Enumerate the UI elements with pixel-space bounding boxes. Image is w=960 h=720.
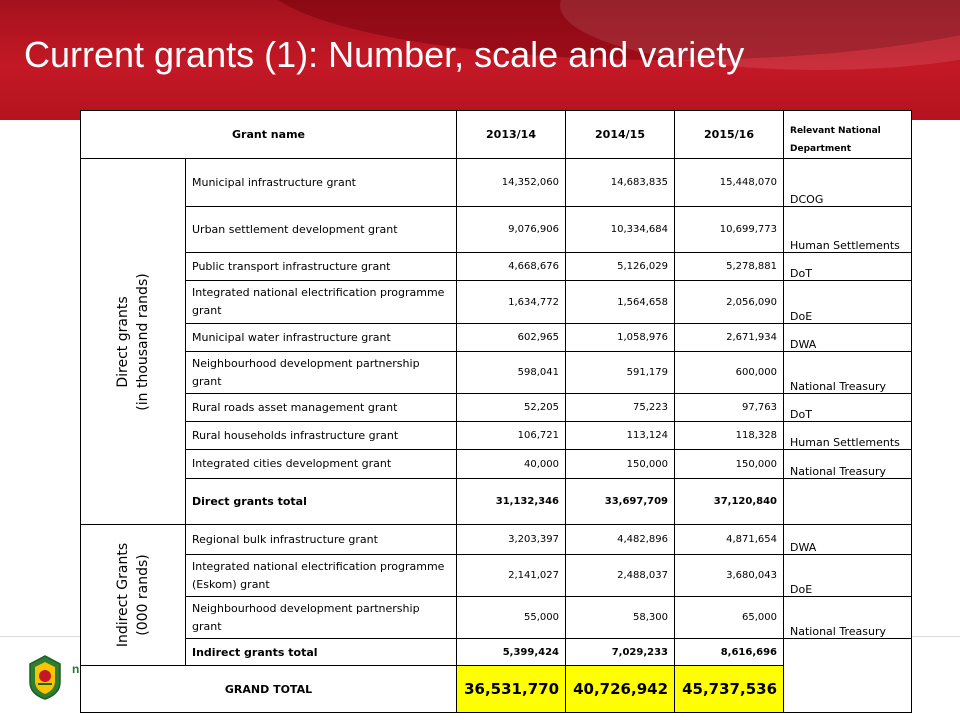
value-2014-15: 591,179 (566, 352, 675, 394)
department: DoE (784, 281, 912, 324)
value-2013-14: 598,041 (457, 352, 566, 394)
value-2013-14: 602,965 (457, 324, 566, 352)
table-header-row (81, 111, 912, 159)
department: Human Settlements (784, 207, 912, 253)
empty-cell (784, 479, 912, 525)
value-2015-16: 2,671,934 (675, 324, 784, 352)
value-2013-14: 9,076,906 (457, 207, 566, 253)
table-row (81, 159, 912, 207)
direct-total-2013-14: 31,132,346 (457, 479, 566, 525)
value-2014-15: 1,564,658 (566, 281, 675, 324)
grant-name: Urban settlement development grant (186, 207, 457, 253)
value-2015-16: 65,000 (675, 597, 784, 639)
value-2015-16: 97,763 (675, 394, 784, 422)
grand-total-label: GRAND TOTAL (81, 666, 457, 713)
value-2013-14: 55,000 (457, 597, 566, 639)
value-2013-14: 4,668,676 (457, 253, 566, 281)
table-row (81, 352, 912, 394)
direct-total-row (81, 479, 912, 525)
table-row (81, 207, 912, 253)
table-row (81, 253, 912, 281)
header-department: Relevant National Department (784, 111, 912, 159)
department: Human Settlements (784, 422, 912, 450)
grant-name: Neighbourhood development partnership grant (186, 597, 457, 639)
value-2013-14: 1,634,772 (457, 281, 566, 324)
grant-name: Municipal infrastructure grant (186, 159, 457, 207)
direct-total-label: Direct grants total (186, 479, 457, 525)
indirect-total-2014-15: 7,029,233 (566, 639, 675, 666)
value-2015-16: 10,699,773 (675, 207, 784, 253)
grant-name: Rural roads asset management grant (186, 394, 457, 422)
value-2014-15: 5,126,029 (566, 253, 675, 281)
grant-name: Public transport infrastructure grant (186, 253, 457, 281)
value-2014-15: 4,482,896 (566, 525, 675, 555)
direct-total-2014-15: 33,697,709 (566, 479, 675, 525)
header-2015-16: 2015/16 (675, 111, 784, 159)
value-2013-14: 106,721 (457, 422, 566, 450)
department: DoT (784, 394, 912, 422)
grant-name: Regional bulk infrastructure grant (186, 525, 457, 555)
value-2014-15: 58,300 (566, 597, 675, 639)
value-2015-16: 15,448,070 (675, 159, 784, 207)
grand-total-2014-15: 40,726,942 (566, 666, 675, 713)
value-2014-15: 150,000 (566, 450, 675, 479)
value-2015-16: 4,871,654 (675, 525, 784, 555)
value-2013-14: 52,205 (457, 394, 566, 422)
department: National Treasury (784, 352, 912, 394)
table-row (81, 324, 912, 352)
coat-of-arms-icon (20, 652, 70, 702)
grand-total-2013-14: 36,531,770 (457, 666, 566, 713)
grant-name: Rural households infrastructure grant (186, 422, 457, 450)
header-2013-14: 2013/14 (457, 111, 566, 159)
indirect-grants-label: Indirect Grants (000 rands) (115, 542, 151, 648)
value-2014-15: 75,223 (566, 394, 675, 422)
indirect-total-2015-16: 8,616,696 (675, 639, 784, 666)
header-grant-name: Grant name (81, 111, 457, 159)
department: DoT (784, 253, 912, 281)
value-2014-15: 10,334,684 (566, 207, 675, 253)
grant-name: Municipal water infrastructure grant (186, 324, 457, 352)
grant-name: Integrated national electrification programme (Eskom) grant (186, 555, 457, 597)
footer-logo-text: n (72, 662, 80, 676)
department: DWA (784, 324, 912, 352)
direct-grants-group (81, 159, 186, 525)
value-2013-14: 40,000 (457, 450, 566, 479)
grant-name: Neighbourhood development partnership grant (186, 352, 457, 394)
department: DoE (784, 555, 912, 597)
value-2014-15: 14,683,835 (566, 159, 675, 207)
indirect-grants-group (81, 525, 186, 666)
table-row (81, 597, 912, 639)
value-2015-16: 118,328 (675, 422, 784, 450)
indirect-total-2013-14: 5,399,424 (457, 639, 566, 666)
empty-cell (784, 639, 912, 713)
table-row (81, 281, 912, 324)
direct-total-2015-16: 37,120,840 (675, 479, 784, 525)
indirect-total-row (81, 639, 912, 666)
grant-name: Integrated cities development grant (186, 450, 457, 479)
department: DCOG (784, 159, 912, 207)
value-2013-14: 14,352,060 (457, 159, 566, 207)
grants-table (80, 110, 912, 713)
value-2013-14: 3,203,397 (457, 525, 566, 555)
department: National Treasury (784, 597, 912, 639)
value-2014-15: 1,058,976 (566, 324, 675, 352)
direct-grants-label: Direct grants (in thousand rands) (115, 272, 151, 411)
table-row (81, 450, 912, 479)
table-row (81, 422, 912, 450)
grand-total-2015-16: 45,737,536 (675, 666, 784, 713)
value-2015-16: 2,056,090 (675, 281, 784, 324)
value-2015-16: 150,000 (675, 450, 784, 479)
value-2015-16: 3,680,043 (675, 555, 784, 597)
slide-title: Current grants (1): Number, scale and variety (24, 34, 745, 75)
value-2015-16: 600,000 (675, 352, 784, 394)
value-2014-15: 113,124 (566, 422, 675, 450)
value-2015-16: 5,278,881 (675, 253, 784, 281)
department: DWA (784, 525, 912, 555)
value-2014-15: 2,488,037 (566, 555, 675, 597)
table-row (81, 525, 912, 555)
table-row (81, 394, 912, 422)
department: National Treasury (784, 450, 912, 479)
indirect-total-label: Indirect grants total (186, 639, 457, 666)
header-2014-15: 2014/15 (566, 111, 675, 159)
value-2013-14: 2,141,027 (457, 555, 566, 597)
title-banner (0, 0, 960, 120)
table-row (81, 555, 912, 597)
grant-name: Integrated national electrification programme grant (186, 281, 457, 324)
